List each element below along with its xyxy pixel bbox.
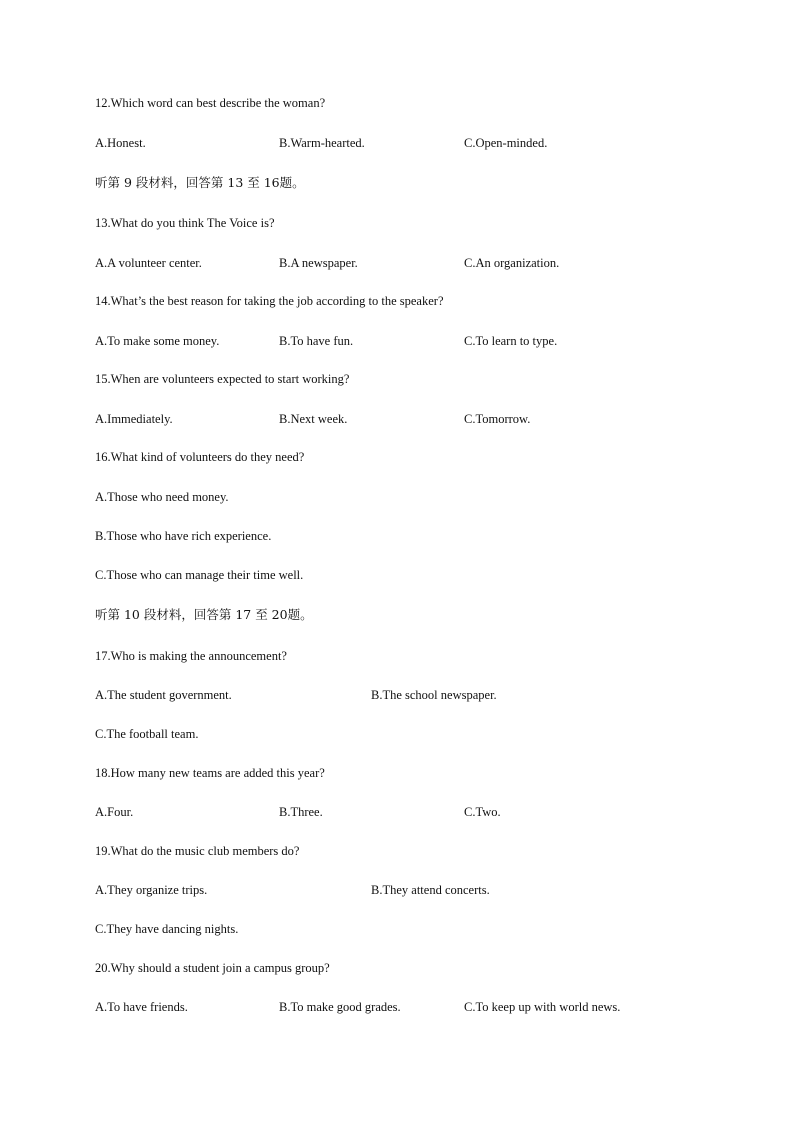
question-18: 18.How many new teams are added this year? — [95, 766, 325, 780]
question-15: 15.When are volunteers expected to start working? — [95, 372, 350, 386]
question-16: 16.What kind of volunteers do they need? — [95, 450, 305, 464]
q13-option-b: B.A newspaper. — [279, 256, 358, 270]
section-9-instruction: 听第 9 段材料，回答第 13 至 16题。 — [95, 175, 305, 190]
section-10-instruction: 听第 10 段材料，回答第 17 至 20题。 — [95, 607, 313, 622]
q19-option-b: B.They attend concerts. — [371, 883, 490, 897]
q17-option-a: A.The student government. — [95, 688, 232, 702]
q14-option-a: A.To make some money. — [95, 334, 220, 348]
q20-option-a: A.To have friends. — [95, 1000, 188, 1014]
q15-option-a: A.Immediately. — [95, 412, 173, 426]
q12-option-a: A.Honest. — [95, 136, 146, 150]
q15-option-c: C.Tomorrow. — [464, 412, 531, 426]
question-13: 13.What do you think The Voice is? — [95, 216, 275, 230]
question-14: 14.What’s the best reason for taking the job according to the speaker? — [95, 294, 444, 308]
q20-option-b: B.To make good grades. — [279, 1000, 401, 1014]
q14-option-c: C.To learn to type. — [464, 334, 558, 348]
q16-option-c: C.Those who can manage their time well. — [95, 568, 304, 582]
q17-option-b: B.The school newspaper. — [371, 688, 497, 702]
q18-option-b: B.Three. — [279, 805, 323, 819]
q18-option-a: A.Four. — [95, 805, 134, 819]
q16-option-b: B.Those who have rich experience. — [95, 529, 272, 543]
q17-option-c: C.The football team. — [95, 727, 199, 741]
question-20: 20.Why should a student join a campus group? — [95, 961, 330, 975]
q15-option-b: B.Next week. — [279, 412, 348, 426]
q13-option-a: A.A volunteer center. — [95, 256, 202, 270]
question-17: 17.Who is making the announcement? — [95, 649, 287, 663]
q20-option-c: C.To keep up with world news. — [464, 1000, 621, 1014]
question-12: 12.Which word can best describe the woman? — [95, 96, 326, 110]
q12-option-c: C.Open-minded. — [464, 136, 548, 150]
q18-option-c: C.Two. — [464, 805, 501, 819]
q12-option-b: B.Warm-hearted. — [279, 136, 365, 150]
q19-option-c: C.They have dancing nights. — [95, 922, 239, 936]
q14-option-b: B.To have fun. — [279, 334, 354, 348]
q13-option-c: C.An organization. — [464, 256, 560, 270]
q19-option-a: A.They organize trips. — [95, 883, 208, 897]
q16-option-a: A.Those who need money. — [95, 490, 229, 504]
question-19: 19.What do the music club members do? — [95, 844, 300, 858]
